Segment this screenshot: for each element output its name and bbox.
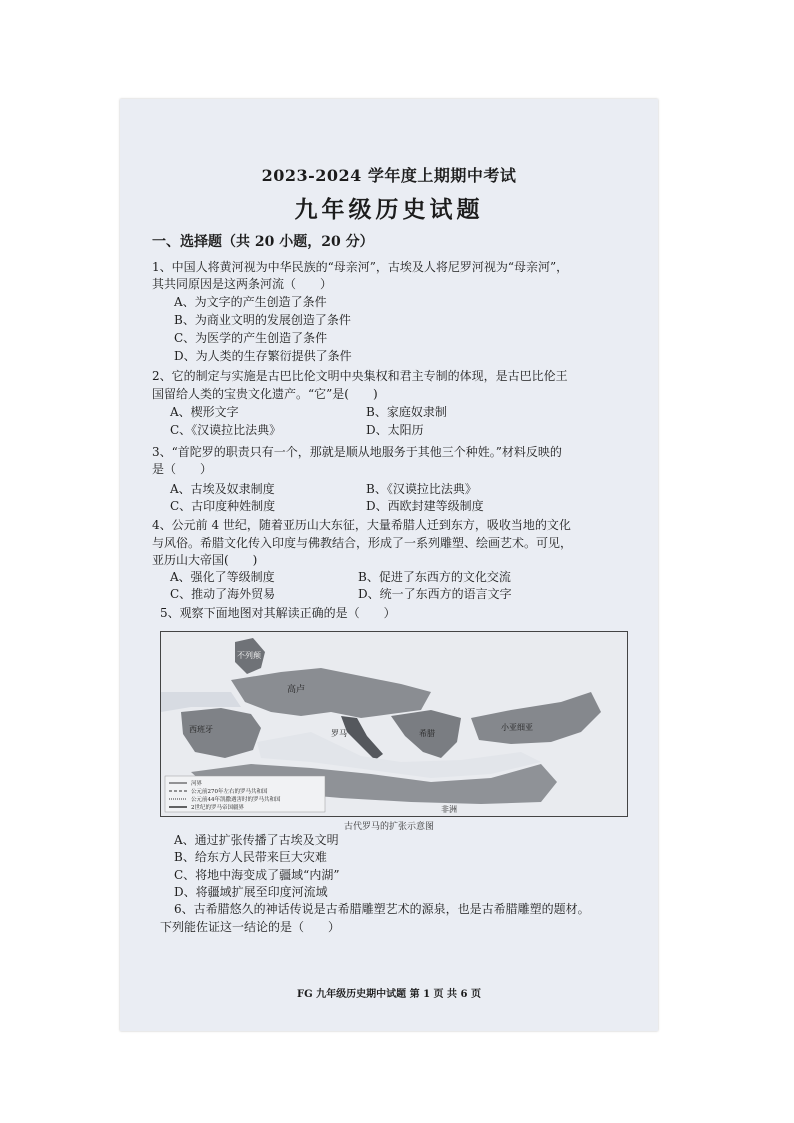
map-label-greece: 希腊 (419, 729, 435, 738)
q2-option-c: C、《汉谟拉比法典》 (170, 423, 282, 437)
exam-subject-title: 九年级历史试题 (294, 196, 484, 223)
legend-item-4: 2世纪的罗马帝国疆界 (191, 805, 244, 811)
map-label-gaul: 高卢 (287, 685, 306, 695)
q3-option-b: B、《汉谟拉比法典》 (366, 482, 477, 496)
legend-item-3: 公元前44年凯撒遇害时的罗马共和国 (191, 797, 281, 803)
legend-item-2: 公元前270年左右的罗马共和国 (191, 789, 268, 795)
map-label-britain: 不列颠 (237, 651, 261, 660)
exam-sheet (120, 99, 658, 1031)
q1-stem-line1: 1、中国人将黄河视为中华民族的“母亲河”，古埃及人将尼罗河视为“母亲河”， (152, 260, 569, 274)
q4-stem-line3: 亚历山大帝国( ) (152, 553, 258, 567)
map-label-africa: 非洲 (441, 805, 457, 814)
q5-option-b: B、给东方人民带来巨大灾难 (174, 850, 327, 864)
q3-stem-line1: 3、“首陀罗的职责只有一个，那就是顺从地服务于其他三个种姓。”材料反映的 (152, 445, 562, 459)
q2-option-d: D、太阳历 (366, 423, 424, 437)
q6-stem-line2: 下列能佐证这一结论的是（ ） (160, 920, 341, 934)
q2-option-a: A、楔形文字 (170, 405, 239, 419)
q3-option-c: C、古印度种姓制度 (170, 499, 276, 513)
q1-option-a: A、为文字的产生创造了条件 (174, 295, 327, 309)
q3-option-d: D、西欧封建等级制度 (366, 499, 484, 513)
q1-option-b: B、为商业文明的发展创造了条件 (174, 313, 351, 327)
map-caption: 古代罗马的扩张示意图 (343, 822, 434, 832)
roman-expansion-map (160, 631, 628, 817)
map-label-rome: 罗马 (331, 729, 347, 738)
q4-option-c: C、推动了海外贸易 (170, 587, 276, 601)
q4-option-a: A、强化了等级制度 (170, 570, 275, 584)
q4-stem-line1: 4、公元前 4 世纪，随着亚历山大东征，大量希腊人迁到东方，吸收当地的文化 (152, 518, 571, 532)
q3-stem-line2: 是（ ） (152, 462, 213, 476)
map-label-spain: 西班牙 (189, 725, 213, 734)
exam-term-title: 2023-2024 学年度上期期中考试 (261, 166, 517, 185)
q5-option-a: A、通过扩张传播了古埃及文明 (174, 833, 339, 847)
q1-stem-line2: 其共同原因是这两条河流（ ） (152, 277, 333, 291)
q2-option-b: B、家庭奴隶制 (366, 405, 447, 419)
q5-option-d: D、将疆域扩展至印度河流域 (174, 885, 328, 899)
legend-item-1: 河界 (191, 781, 203, 787)
map-graphic (161, 632, 627, 816)
q4-option-d: D、统一了东西方的语言文字 (358, 587, 512, 601)
q5-option-c: C、将地中海变成了疆域“内湖” (174, 868, 340, 882)
q4-stem-line2: 与风俗。希腊文化传入印度与佛教结合，形成了一系列雕塑、绘画艺术。可见， (152, 536, 573, 550)
q3-option-a: A、古埃及奴隶制度 (170, 482, 275, 496)
map-label-asia-minor: 小亚细亚 (501, 723, 533, 732)
q2-stem-line1: 2、它的制定与实施是古巴比伦文明中央集权和君主专制的体现，是古巴比伦王 (152, 369, 568, 383)
q1-option-d: D、为人类的生存繁衍提供了条件 (174, 349, 352, 363)
section-heading: 一、选择题（共 20 小题，20 分） (152, 234, 374, 250)
q1-option-c: C、为医学的产生创造了条件 (174, 331, 328, 345)
q2-stem-line2: 国留给人类的宝贵文化遗产。“它”是( ) (152, 387, 378, 401)
q6-stem-line1: 6、古希腊悠久的神话传说是古希腊雕塑艺术的源泉，也是古希腊雕塑的题材。 (174, 902, 590, 916)
q5-stem: 5、观察下面地图对其解读正确的是（ ） (160, 606, 396, 620)
q4-option-b: B、促进了东西方的文化交流 (358, 570, 511, 584)
page-footer: FG 九年级历史期中试题 第 1 页 共 6 页 (297, 989, 481, 1000)
